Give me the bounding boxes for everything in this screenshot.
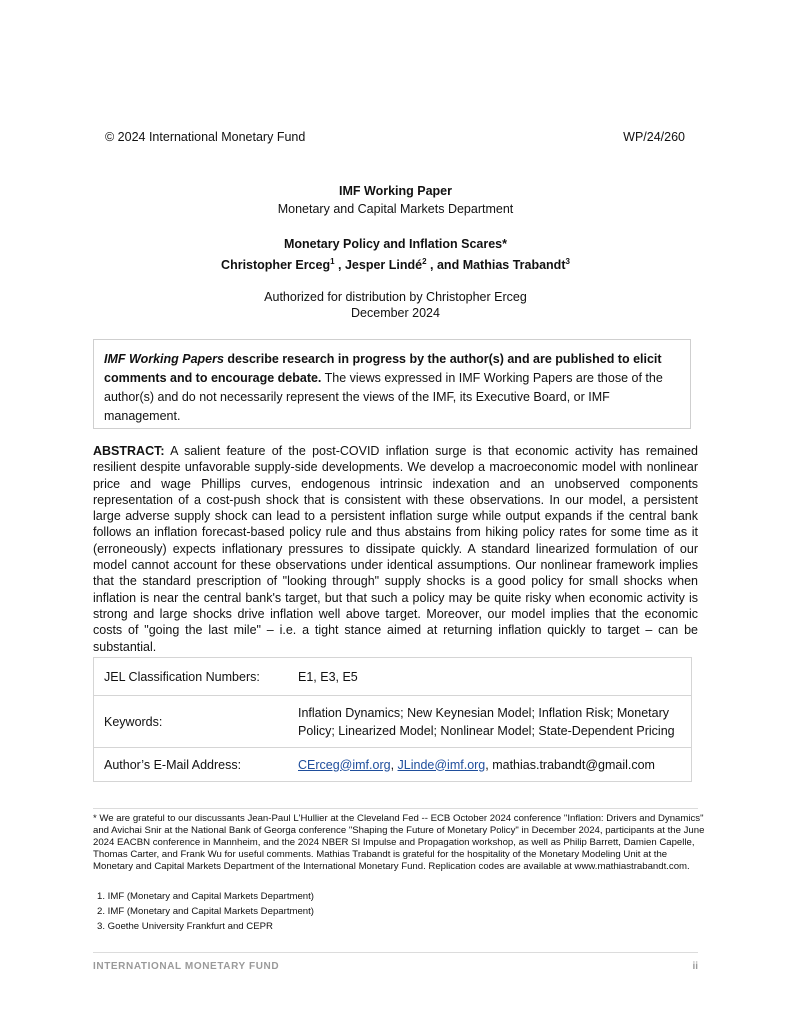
author-separator: ,	[334, 258, 345, 273]
page-number: ii	[692, 961, 698, 972]
disclaimer-bold: describe research in progress by the author(s) and are published to elicit comments and to encourage debate.	[104, 352, 662, 385]
paper-title: Monetary Policy and Inflation Scares*	[284, 237, 507, 251]
abstract-text: A salient feature of the post-COVID inflation surge is that economic activity has remained resilient despite unfavorable supply-side developments. We develop a macroeconomic model with nonlinear price and wage Phillips curves, endogenous intrinsic indexation and an unobserved components representation of a cost-push shock that is consistent with these observations. In our model, a persistent large adverse supply shock can lead to a persistent inflation surge while output expands if the central bank follows an inflation forecast-based policy rule and thus abstains from hiking policy rates for some time as it (erroneously) expects inflationary pressures to dissipate quickly. A standard linearized formulation of our model cannot account for these observations under identical assumptions. Our nonlinear framework implies that the standard prescription of "looking through" supply shocks is a good policy for small shocks when inflation is near the central bank's target, but that such a policy may be quite risky when economic activity is strong and large shocks drive inflation well above target. Moreover, our model implies that the economic costs of "going the last mile" – i.e. a tight stance aimed at returning inflation quickly to target – can be substantial.	[93, 444, 698, 654]
email-separator: ,	[390, 757, 398, 772]
keywords-value: Inflation Dynamics; New Keynesian Model; Inflation Risk; Monetary Policy; Linearized Model; Nonlinear Model; State-Dependent Pricing	[298, 696, 692, 748]
author-list	[0, 253, 791, 274]
email-value	[298, 748, 692, 782]
footer-divider	[93, 952, 698, 953]
email-link-erceg[interactable]: CErceg@imf.org	[298, 757, 391, 772]
copyright-notice: © 2024 International Monetary Fund	[105, 130, 306, 144]
series-title: IMF Working Paper	[339, 184, 452, 198]
working-paper-number: WP/24/260	[623, 130, 685, 144]
abstract-label: ABSTRACT:	[93, 444, 165, 458]
jel-value: E1, E3, E5	[298, 658, 692, 696]
footnote-acknowledgement: * We are grateful to our discussants Jean-Paul L'Hullier at the Cleveland Fed -- ECB October 2024 conference "Inflation: Drivers and Dynamics" and Avichai Snir at the National Bank of Georga conference "Shaping the Future of Monetary Policy" in December 2024, participants at the June 2024 EACBN conference in Mannheim, and the 2024 NBER SI Impulse and Propagation workshop, as well as Philip Barrett, Damien Capelle, Thomas Carter, and Frank Wu for useful comments. Mathias Trabandt is grateful for the hospitality of the Monetary Modeling Unit at the Monetary and Capital Markets Department of the International Monetary Fund. Replication codes are available at www.mathiastrabandt.com.	[93, 813, 705, 872]
email-label: Author’s E-Mail Address:	[94, 748, 299, 782]
author-footnote-mark: 3	[565, 257, 570, 266]
department: Monetary and Capital Markets Department	[277, 202, 514, 216]
footer-organization: INTERNATIONAL MONETARY FUND	[93, 961, 280, 972]
table-row	[94, 696, 692, 748]
disclaimer-lead: IMF Working Papers	[104, 352, 224, 366]
author-name: Christopher Erceg	[221, 258, 331, 273]
footnote-1: 1. IMF (Monetary and Capital Markets Department)	[97, 891, 315, 902]
author-footnote-mark: 1	[330, 257, 335, 266]
metadata-table	[93, 657, 692, 782]
author-name: Jesper Lindé	[344, 258, 423, 273]
author-footnote-mark: 2	[422, 257, 427, 266]
footnote-divider	[93, 808, 698, 809]
author-name: Mathias Trabandt	[462, 258, 566, 273]
footnote-2: 2. IMF (Monetary and Capital Markets Department)	[97, 906, 315, 917]
table-row	[94, 748, 692, 782]
keywords-label: Keywords:	[94, 696, 299, 748]
email-link-linde[interactable]: JLinde@imf.org	[397, 757, 486, 772]
email-trabandt: , mathias.trabandt@gmail.com	[485, 757, 655, 772]
jel-label: JEL Classification Numbers:	[94, 658, 299, 696]
table-row	[94, 658, 692, 696]
publication-date: December 2024	[351, 306, 440, 320]
author-separator: , and	[426, 258, 463, 273]
abstract	[93, 443, 698, 655]
footnote-3: 3. Goethe University Frankfurt and CEPR	[97, 921, 273, 932]
authorization-line: Authorized for distribution by Christopher Erceg	[264, 290, 527, 304]
disclaimer-box	[93, 339, 691, 429]
disclaimer-text: The views expressed in IMF Working Papers are those of the author(s) and do not necessarily represent the views of the IMF, its Executive Board, or IMF management.	[104, 371, 663, 423]
